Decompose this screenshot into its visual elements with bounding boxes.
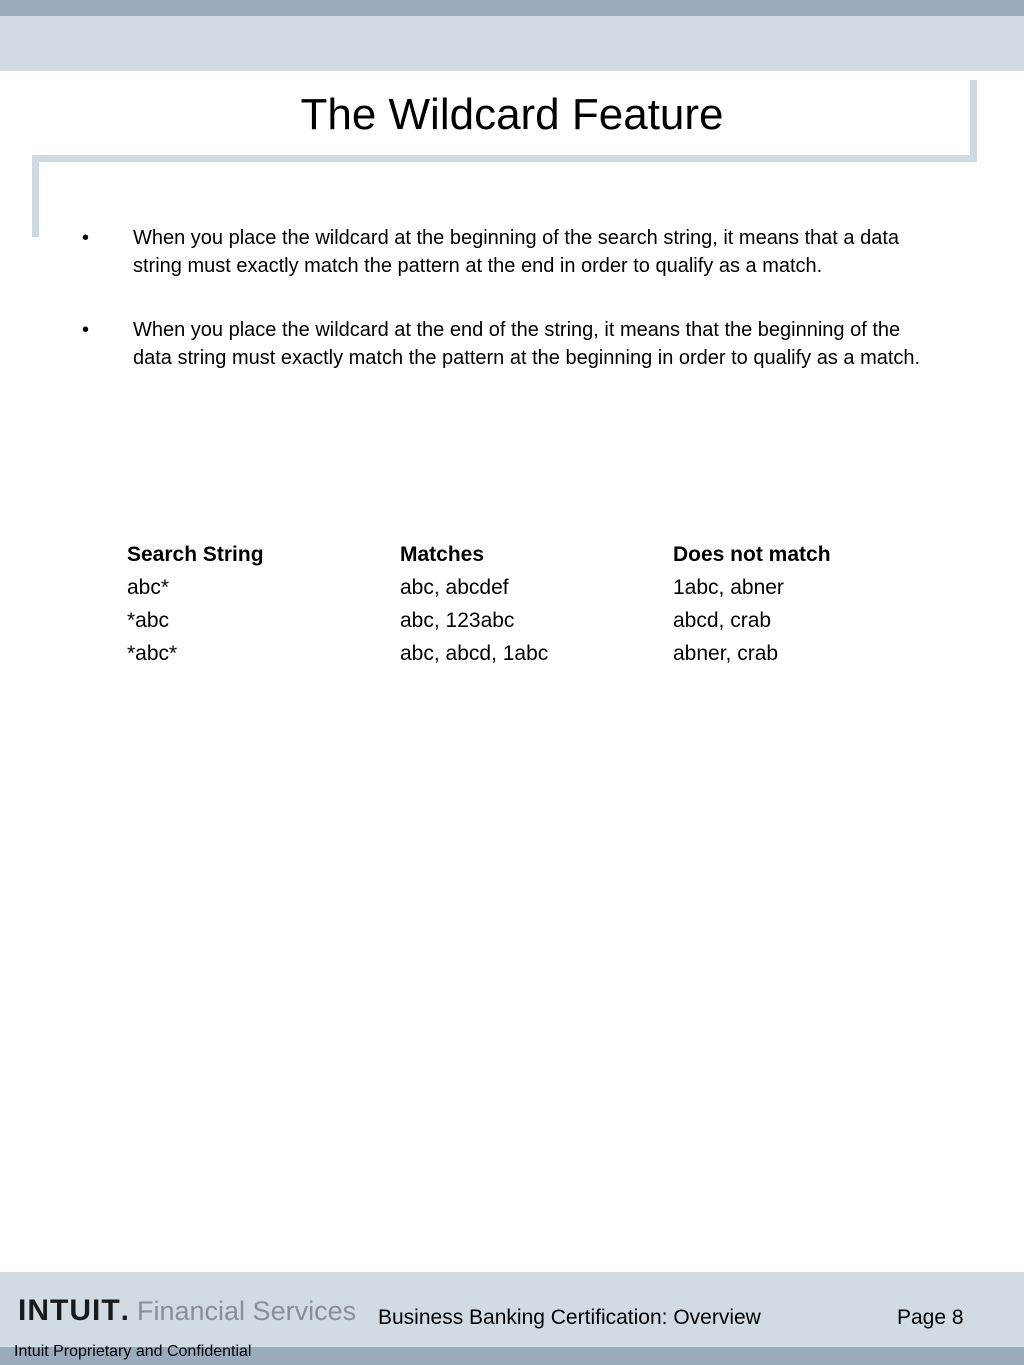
bullet-item bbox=[82, 225, 932, 280]
bullet-list bbox=[82, 225, 932, 409]
table-header-row bbox=[127, 538, 973, 571]
bullet-item bbox=[82, 317, 932, 372]
bullet-mark: • bbox=[82, 319, 90, 341]
cell-matches: abc, 123abc bbox=[400, 608, 515, 632]
logo-dot: . bbox=[120, 1294, 129, 1327]
cell-search-string: *abc bbox=[127, 608, 170, 632]
top-strip bbox=[0, 0, 1024, 16]
title-frame-left bbox=[32, 155, 39, 237]
page-number: Page 8 bbox=[897, 1306, 964, 1329]
header-does-not-match: Does not match bbox=[673, 542, 831, 566]
bullet-mark: • bbox=[82, 227, 90, 249]
footer-course-title: Business Banking Certification: Overview bbox=[378, 1306, 761, 1329]
cell-does-not-match: abcd, crab bbox=[673, 608, 772, 632]
cell-search-string: abc* bbox=[127, 575, 170, 599]
cell-does-not-match: 1abc, abner bbox=[673, 575, 784, 599]
title-frame-right bbox=[970, 80, 977, 160]
cell-search-string: *abc* bbox=[127, 641, 178, 665]
slide-title: The Wildcard Feature bbox=[300, 90, 724, 139]
logo-brand: INTUIT bbox=[18, 1294, 121, 1327]
bullet-text: When you place the wildcard at the beginning of the search string, it means that a data string must exactly match the pattern at the end in order to qualify as a match. bbox=[133, 227, 900, 277]
intuit-logo bbox=[18, 1294, 356, 1334]
cell-matches: abc, abcd, 1abc bbox=[400, 641, 549, 665]
wildcard-table bbox=[127, 538, 973, 670]
top-band bbox=[0, 16, 1024, 71]
cell-matches: abc, abcdef bbox=[400, 575, 509, 599]
title-frame-bottom bbox=[32, 155, 977, 162]
header-search-string: Search String bbox=[127, 542, 264, 566]
header-matches: Matches bbox=[400, 542, 485, 566]
table-row bbox=[127, 637, 973, 670]
logo-subtitle: Financial Services bbox=[137, 1296, 357, 1326]
cell-does-not-match: abner, crab bbox=[673, 641, 779, 665]
table-row bbox=[127, 604, 973, 637]
table-row bbox=[127, 571, 973, 604]
confidential-notice: Intuit Proprietary and Confidential bbox=[14, 1343, 252, 1360]
bullet-text: When you place the wildcard at the end of the string, it means that the beginning of the data string must exactly match the pattern at the beginning in order to qualify as a match. bbox=[133, 319, 921, 369]
